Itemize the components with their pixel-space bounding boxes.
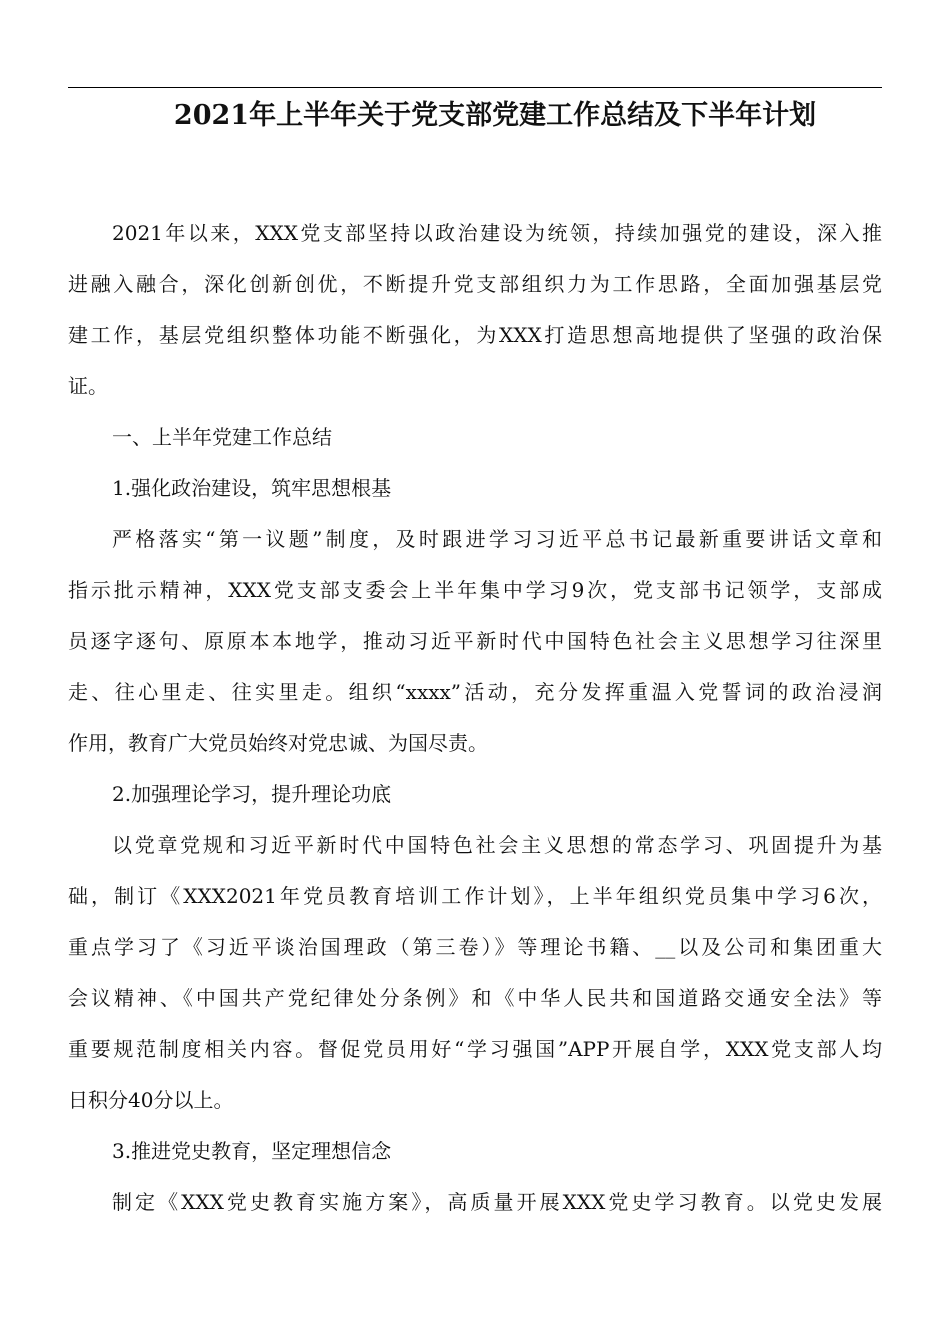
section-heading: 一、上半年党建工作总结 bbox=[112, 425, 332, 449]
paragraph-line: 重点学习了《习近平谈治国理政（第三卷）》等理论书籍、__以及公司和集团重大 bbox=[68, 935, 882, 959]
header-rule bbox=[68, 87, 882, 88]
paragraph-line: 日积分40分以上。 bbox=[68, 1088, 234, 1112]
paragraph-line: 走、往心里走、往实里走。组织“xxxx”活动，充分发挥重温入党誓词的政治浸润 bbox=[68, 680, 882, 704]
paragraph-line: 以党章党规和习近平新时代中国特色社会主义思想的常态学习、巩固提升为基 bbox=[112, 833, 882, 857]
subsection-heading: 1.强化政治建设，筑牢思想根基 bbox=[112, 476, 392, 500]
paragraph-line: 严格落实“第一议题”制度，及时跟进学习习近平总书记最新重要讲话文章和 bbox=[112, 527, 882, 551]
paragraph-line: 进融入融合，深化创新创优，不断提升党支部组织力为工作思路，全面加强基层党 bbox=[68, 272, 882, 296]
document-body bbox=[68, 208, 882, 1228]
paragraph-line: 会议精神、《中国共产党纪律处分条例》和《中华人民共和国道路交通安全法》等 bbox=[68, 986, 882, 1010]
paragraph-line: 证。 bbox=[68, 374, 108, 398]
paragraph-line: 重要规范制度相关内容。督促党员用好“学习强国”APP开展自学，XXX党支部人均 bbox=[68, 1037, 882, 1061]
paragraph-line: 指示批示精神，XXX党支部支委会上半年集中学习9次，党支部书记领学，支部成 bbox=[68, 578, 882, 602]
paragraph-line: 础，制订《XXX2021年党员教育培训工作计划》，上半年组织党员集中学习6次， bbox=[68, 884, 882, 908]
paragraph-line: 制定《XXX党史教育实施方案》，高质量开展XXX党史学习教育。以党史发展 bbox=[112, 1190, 882, 1214]
subsection-heading: 3.推进党史教育，坚定理想信念 bbox=[112, 1139, 392, 1163]
paragraph-line: 建工作，基层党组织整体功能不断强化，为XXX打造思想高地提供了坚强的政治保 bbox=[68, 323, 882, 347]
paragraph-line: 2021年以来，XXX党支部坚持以政治建设为统领，持续加强党的建设，深入推 bbox=[112, 221, 882, 245]
document-title: 2021年上半年关于党支部党建工作总结及下半年计划 bbox=[173, 100, 817, 131]
subsection-heading: 2.加强理论学习，提升理论功底 bbox=[112, 782, 392, 806]
paragraph-line: 员逐字逐句、原原本本地学，推动习近平新时代中国特色社会主义思想学习往深里 bbox=[68, 629, 882, 653]
paragraph-line: 作用，教育广大党员始终对党忠诚、为国尽责。 bbox=[68, 731, 488, 755]
